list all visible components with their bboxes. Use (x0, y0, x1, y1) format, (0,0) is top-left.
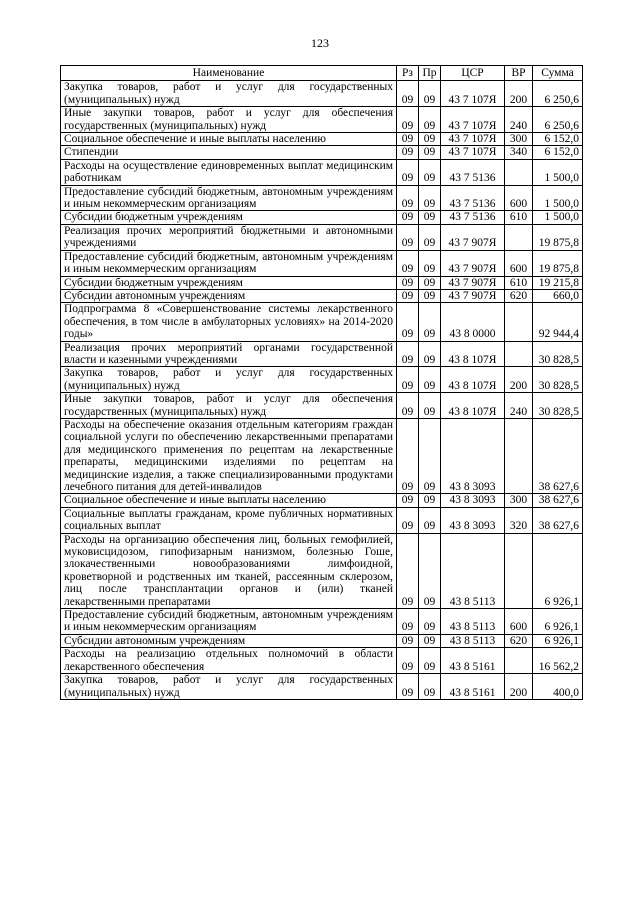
cell-name: Иные закупки товаров, работ и услуг для обеспечения государственных (муниципальных) нужд (61, 393, 397, 419)
cell-vr: 600 (505, 250, 533, 276)
cell-csr: 43 7 907Я (441, 224, 505, 250)
table-row (61, 185, 583, 211)
cell-pr: 09 (419, 533, 441, 608)
cell-rz: 09 (397, 367, 419, 393)
cell-vr (505, 159, 533, 185)
cell-pr: 09 (419, 609, 441, 635)
cell-csr: 43 7 907Я (441, 289, 505, 302)
cell-rz: 09 (397, 303, 419, 341)
table-row (61, 107, 583, 133)
cell-pr: 09 (419, 507, 441, 533)
cell-csr: 43 8 3093 (441, 418, 505, 493)
budget-table (60, 65, 583, 700)
cell-sum: 19 875,8 (533, 250, 583, 276)
cell-sum: 6 152,0 (533, 146, 583, 159)
cell-csr: 43 7 5136 (441, 159, 505, 185)
cell-rz: 09 (397, 494, 419, 507)
cell-csr: 43 8 107Я (441, 341, 505, 367)
cell-rz: 09 (397, 224, 419, 250)
cell-csr: 43 8 5161 (441, 648, 505, 674)
cell-pr: 09 (419, 494, 441, 507)
cell-name: Предоставление субсидий бюджетным, автономным учреждениям и иным некоммерческим организациям (61, 185, 397, 211)
cell-name: Субсидии автономным учреждениям (61, 634, 397, 647)
cell-vr (505, 341, 533, 367)
cell-name: Расходы на обеспечение оказания отдельным категориям граждан социальной услуги по обеспечению лекарственными препаратами для медицинского применения по рецептам на лекарственные препараты, медицинскими изделиями по рецептам на медицинские изделия, а также специализированными продуктами лечебного питания для детей-инвалидов (61, 418, 397, 493)
cell-name: Социальное обеспечение и иные выплаты населению (61, 133, 397, 146)
cell-vr (505, 418, 533, 493)
cell-name: Расходы на осуществление единовременных выплат медицинским работникам (61, 159, 397, 185)
cell-csr: 43 8 107Я (441, 367, 505, 393)
cell-name: Предоставление субсидий бюджетным, автономным учреждениям и иным некоммерческим организациям (61, 250, 397, 276)
cell-vr: 240 (505, 107, 533, 133)
cell-vr: 320 (505, 507, 533, 533)
cell-rz: 09 (397, 146, 419, 159)
header-vr: ВР (505, 66, 533, 81)
cell-name: Закупка товаров, работ и услуг для государственных (муниципальных) нужд (61, 674, 397, 700)
cell-name: Иные закупки товаров, работ и услуг для обеспечения государственных (муниципальных) нужд (61, 107, 397, 133)
cell-vr (505, 648, 533, 674)
cell-csr: 43 7 107Я (441, 81, 505, 107)
table-header-row (61, 66, 583, 81)
page-number: 123 (311, 36, 329, 50)
cell-rz: 09 (397, 159, 419, 185)
cell-rz: 09 (397, 81, 419, 107)
cell-name: Расходы на организацию обеспечения лиц, больных гемофилией, муковисцидозом, гипофизарным нанизмом, болезнью Гоше, злокачественными новообразованиями лимфоидной, кроветворной и родственных им тканей, рассеянным склерозом, лиц после трансплантации органов и (или) тканей лекарственными препаратами (61, 533, 397, 608)
cell-csr: 43 8 5161 (441, 674, 505, 700)
cell-pr: 09 (419, 303, 441, 341)
cell-vr: 300 (505, 133, 533, 146)
cell-vr (505, 303, 533, 341)
table-row (61, 533, 583, 608)
cell-vr: 600 (505, 185, 533, 211)
cell-rz: 09 (397, 674, 419, 700)
cell-sum: 6 152,0 (533, 133, 583, 146)
cell-vr: 340 (505, 146, 533, 159)
cell-name: Стипендии (61, 146, 397, 159)
cell-name: Субсидии бюджетным учреждениям (61, 276, 397, 289)
cell-vr: 240 (505, 393, 533, 419)
cell-rz: 09 (397, 507, 419, 533)
table-row (61, 303, 583, 341)
header-name: Наименование (61, 66, 397, 81)
cell-rz: 09 (397, 393, 419, 419)
cell-rz: 09 (397, 211, 419, 224)
cell-pr: 09 (419, 393, 441, 419)
table-row (61, 341, 583, 367)
cell-pr: 09 (419, 224, 441, 250)
table-row (61, 289, 583, 302)
cell-sum: 6 926,1 (533, 533, 583, 608)
cell-vr: 600 (505, 609, 533, 635)
cell-rz: 09 (397, 250, 419, 276)
cell-name: Субсидии бюджетным учреждениям (61, 211, 397, 224)
table-row (61, 418, 583, 493)
cell-vr: 200 (505, 367, 533, 393)
cell-rz: 09 (397, 634, 419, 647)
table-row (61, 367, 583, 393)
cell-pr: 09 (419, 289, 441, 302)
cell-pr: 09 (419, 634, 441, 647)
cell-rz: 09 (397, 107, 419, 133)
cell-pr: 09 (419, 674, 441, 700)
cell-csr: 43 8 0000 (441, 303, 505, 341)
table-row (61, 81, 583, 107)
cell-pr: 09 (419, 276, 441, 289)
cell-vr: 200 (505, 81, 533, 107)
cell-sum: 38 627,6 (533, 494, 583, 507)
cell-vr: 610 (505, 276, 533, 289)
cell-rz: 09 (397, 133, 419, 146)
cell-csr: 43 7 107Я (441, 107, 505, 133)
cell-sum: 6 926,1 (533, 634, 583, 647)
cell-sum: 6 250,6 (533, 81, 583, 107)
cell-vr: 620 (505, 634, 533, 647)
cell-csr: 43 7 5136 (441, 185, 505, 211)
table-row (61, 224, 583, 250)
cell-name: Социальные выплаты гражданам, кроме публичных нормативных социальных выплат (61, 507, 397, 533)
cell-csr: 43 7 107Я (441, 146, 505, 159)
table-row (61, 276, 583, 289)
cell-pr: 09 (419, 146, 441, 159)
cell-pr: 09 (419, 418, 441, 493)
table-row (61, 674, 583, 700)
cell-name: Социальное обеспечение и иные выплаты населению (61, 494, 397, 507)
cell-sum: 38 627,6 (533, 418, 583, 493)
cell-rz: 09 (397, 533, 419, 608)
table-row (61, 393, 583, 419)
cell-sum: 400,0 (533, 674, 583, 700)
cell-sum: 92 944,4 (533, 303, 583, 341)
table-row (61, 648, 583, 674)
cell-name: Закупка товаров, работ и услуг для государственных (муниципальных) нужд (61, 367, 397, 393)
cell-vr (505, 533, 533, 608)
cell-sum: 660,0 (533, 289, 583, 302)
cell-csr: 43 8 3093 (441, 494, 505, 507)
table-body (61, 81, 583, 700)
header-csr: ЦСР (441, 66, 505, 81)
table-row (61, 133, 583, 146)
cell-rz: 09 (397, 289, 419, 302)
cell-pr: 09 (419, 211, 441, 224)
cell-name: Реализация прочих мероприятий органами государственной власти и казенными учреждениями (61, 341, 397, 367)
cell-sum: 30 828,5 (533, 341, 583, 367)
cell-sum: 38 627,6 (533, 507, 583, 533)
cell-sum: 19 875,8 (533, 224, 583, 250)
cell-vr: 200 (505, 674, 533, 700)
cell-rz: 09 (397, 185, 419, 211)
cell-sum: 1 500,0 (533, 211, 583, 224)
table-row (61, 494, 583, 507)
table-row (61, 159, 583, 185)
cell-csr: 43 7 907Я (441, 276, 505, 289)
cell-rz: 09 (397, 418, 419, 493)
cell-vr: 300 (505, 494, 533, 507)
cell-vr: 620 (505, 289, 533, 302)
cell-pr: 09 (419, 185, 441, 211)
cell-pr: 09 (419, 107, 441, 133)
cell-pr: 09 (419, 367, 441, 393)
cell-csr: 43 8 107Я (441, 393, 505, 419)
cell-sum: 30 828,5 (533, 367, 583, 393)
table-row (61, 146, 583, 159)
cell-sum: 6 250,6 (533, 107, 583, 133)
cell-name: Субсидии автономным учреждениям (61, 289, 397, 302)
cell-pr: 09 (419, 159, 441, 185)
cell-pr: 09 (419, 250, 441, 276)
table-row (61, 634, 583, 647)
cell-csr: 43 8 3093 (441, 507, 505, 533)
cell-csr: 43 7 107Я (441, 133, 505, 146)
cell-sum: 30 828,5 (533, 393, 583, 419)
table-row (61, 507, 583, 533)
cell-pr: 09 (419, 648, 441, 674)
cell-sum: 16 562,2 (533, 648, 583, 674)
cell-name: Закупка товаров, работ и услуг для государственных (муниципальных) нужд (61, 81, 397, 107)
cell-pr: 09 (419, 81, 441, 107)
table-row (61, 211, 583, 224)
table-row (61, 609, 583, 635)
cell-csr: 43 8 5113 (441, 609, 505, 635)
cell-name: Расходы на реализацию отдельных полномочий в области лекарственного обеспечения (61, 648, 397, 674)
cell-rz: 09 (397, 648, 419, 674)
table-row (61, 250, 583, 276)
cell-vr: 610 (505, 211, 533, 224)
header-rz: Рз (397, 66, 419, 81)
cell-csr: 43 8 5113 (441, 533, 505, 608)
cell-pr: 09 (419, 341, 441, 367)
cell-name: Подпрограмма 8 «Совершенствование системы лекарственного обеспечения, в том числе в амбулаторных условиях» на 2014-2020 годы» (61, 303, 397, 341)
cell-name: Предоставление субсидий бюджетным, автономным учреждениям и иным некоммерческим организациям (61, 609, 397, 635)
header-pr: Пр (419, 66, 441, 81)
cell-vr (505, 224, 533, 250)
cell-rz: 09 (397, 341, 419, 367)
cell-rz: 09 (397, 609, 419, 635)
header-sum: Сумма (533, 66, 583, 81)
cell-csr: 43 7 5136 (441, 211, 505, 224)
cell-csr: 43 7 907Я (441, 250, 505, 276)
cell-csr: 43 8 5113 (441, 634, 505, 647)
cell-sum: 19 215,8 (533, 276, 583, 289)
cell-pr: 09 (419, 133, 441, 146)
cell-sum: 1 500,0 (533, 159, 583, 185)
cell-sum: 6 926,1 (533, 609, 583, 635)
cell-rz: 09 (397, 276, 419, 289)
cell-sum: 1 500,0 (533, 185, 583, 211)
cell-name: Реализация прочих мероприятий бюджетными и автономными учреждениями (61, 224, 397, 250)
